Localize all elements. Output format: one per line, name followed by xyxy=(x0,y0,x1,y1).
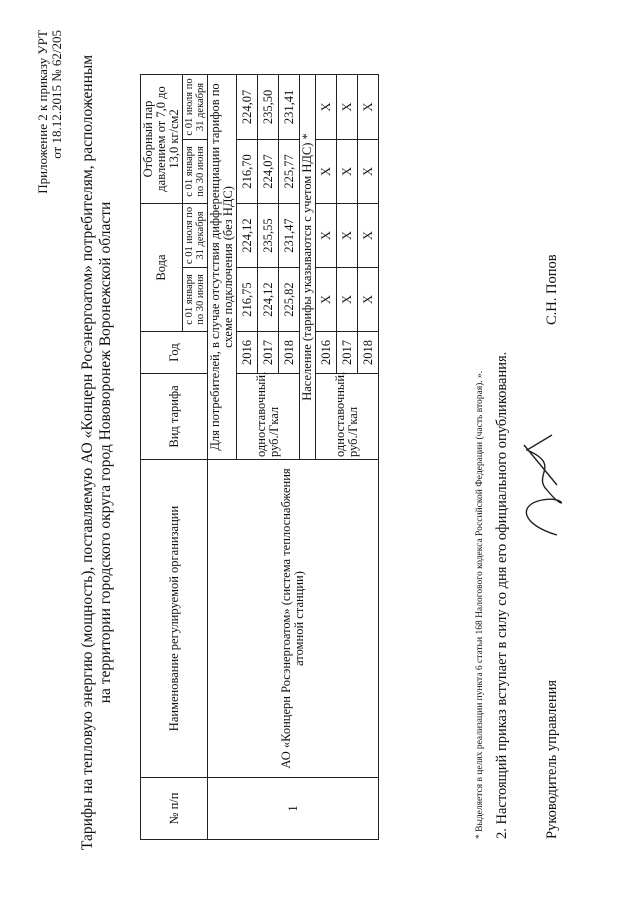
value-cell: X xyxy=(337,203,358,267)
year-cell: 2018 xyxy=(358,332,379,374)
header-water-period1: с 01 января по 30 июня xyxy=(183,268,208,332)
appendix-line-2: от 18.12.2015 № 62/205 xyxy=(49,30,64,159)
document-title xyxy=(79,0,115,905)
value-cell: 216,75 xyxy=(237,268,258,332)
header-steam-period2: с 01 июля по 31 декабря xyxy=(183,74,208,139)
appendix-line-1: Приложение 2 к приказу УРТ xyxy=(35,30,50,194)
value-cell: 225,82 xyxy=(279,268,300,332)
value-cell: X xyxy=(358,203,379,267)
value-cell: X xyxy=(358,268,379,332)
value-cell: 235,55 xyxy=(258,203,279,267)
organization-name: АО «Концерн Росэнергоатом» (система теплоснабжения атомной станции) xyxy=(208,460,379,778)
year-cell: 2018 xyxy=(279,332,300,374)
value-cell: 224,07 xyxy=(237,74,258,139)
header-steam: Отборный пар давлением от 7,0 до 13,0 кг/см2 xyxy=(141,74,183,203)
section-consumers: Для потребителей, в случае отсутствия дифференциации тарифов по схеме подключения (без НДС) xyxy=(208,74,237,459)
tariff-table xyxy=(140,74,379,840)
value-cell: 216,70 xyxy=(237,139,258,203)
value-cell: X xyxy=(316,74,337,139)
value-cell: X xyxy=(337,139,358,203)
year-cell: 2016 xyxy=(237,332,258,374)
header-water-period2: с 01 июля по 31 декабря xyxy=(183,203,208,267)
value-cell: 225,77 xyxy=(279,139,300,203)
value-cell: 235,50 xyxy=(258,74,279,139)
tariff-label: одноставочный, руб./Гкал xyxy=(316,374,379,460)
value-cell: X xyxy=(337,268,358,332)
row-number: 1 xyxy=(208,778,379,840)
signoff-name: С.Н. Попов xyxy=(544,254,560,325)
title-line-1: Тарифы на тепловую энергию (мощность), поставляемую АО «Концерн Росэнергоатом» потребителям, расположенным xyxy=(79,54,96,851)
header-tariff-type: Вид тарифа xyxy=(141,374,208,460)
value-cell: 224,07 xyxy=(258,139,279,203)
header-org: Наименование регулируемой организации xyxy=(141,460,208,778)
value-cell: X xyxy=(358,139,379,203)
section-population: Население (тарифы указываются с учетом НДС) * xyxy=(300,74,316,459)
signature-image xyxy=(512,425,572,545)
value-cell: X xyxy=(316,203,337,267)
value-cell: X xyxy=(316,268,337,332)
value-cell: X xyxy=(337,74,358,139)
signoff-position: Руководитель управления xyxy=(544,679,560,839)
value-cell: 224,12 xyxy=(258,268,279,332)
year-cell: 2017 xyxy=(258,332,279,374)
header-num: № п/п xyxy=(141,778,208,840)
appendix-note xyxy=(36,30,64,194)
year-cell: 2017 xyxy=(337,332,358,374)
header-steam-period1: с 01 января по 30 июня xyxy=(183,139,208,203)
year-cell: 2016 xyxy=(316,332,337,374)
value-cell: X xyxy=(358,74,379,139)
value-cell: 231,47 xyxy=(279,203,300,267)
footnote: * Выделяется в целях реализации пункта 6 статьи 168 Налогового кодекса Российской Федерации (часть вторая). ». xyxy=(475,370,485,839)
title-line-2: на территории городского округа город Нововоронеж Воронежской области xyxy=(97,201,114,704)
value-cell: 224,12 xyxy=(237,203,258,267)
value-cell: 231,41 xyxy=(279,74,300,139)
paragraph-2: 2. Настоящий приказ вступает в силу со дня его официального опубликования. xyxy=(494,351,510,839)
tariff-label: одноставочный, руб./Гкал xyxy=(237,374,300,460)
header-water: Вода xyxy=(141,203,183,331)
value-cell: X xyxy=(316,139,337,203)
header-year: Год xyxy=(141,332,208,374)
